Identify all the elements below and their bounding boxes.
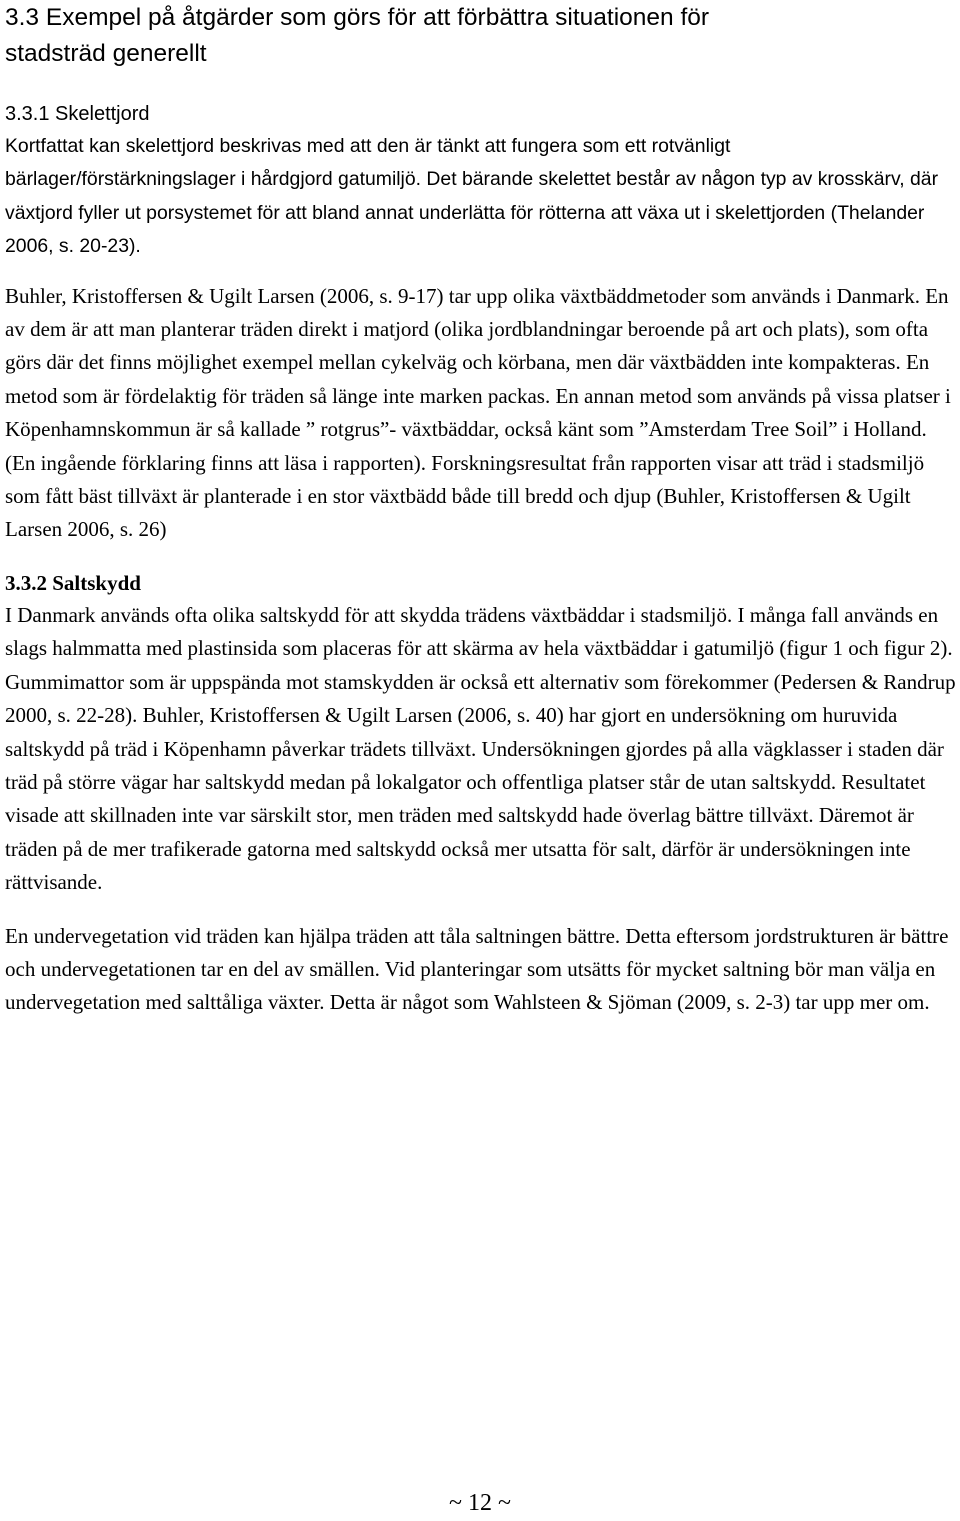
section-heading <box>5 0 957 72</box>
section-heading-line-1: 3.3 Exempel på åtgärder som görs för att förbättra situationen för <box>5 4 710 31</box>
paragraph-vaxtbaddmetoder: Buhler, Kristoffersen & Ugilt Larsen (2006, s. 9-17) tar upp olika växtbäddmetoder som används i Danmark. En av dem är att man planterar träden direkt i matjord (olika jordblandningar beroende på art och plats), som ofta görs där det finns möjlighet exempel mellan cykelväg och körbana, men där växtbädden inte kompakteras. En metod som är fördelaktig för träden så länge inte marken packas. En annan metod som används på vissa platser i Köpenhamnskommun är så kallade ” rotgrus”- växtbäddar, också känt som ”Amsterdam Tree Soil” i Holland. (En ingående förklaring finns att läsa i rapporten). Forskningsresultat från rapporten visar att träd i stadsmiljö som fått bäst tillväxt är planterade i en stor växtbädd både till bredd och djup (Buhler, Kristoffersen & Ugilt Larsen 2006, s. 26) <box>5 283 951 542</box>
paragraph-undervegetation: En undervegetation vid träden kan hjälpa träden att tåla saltningen bättre. Detta eftersom jordstrukturen är bättre och undervegetationen tar en del av smällen. Vid planteringar som utsätts för mycket saltning bör man välja en undervegetation med salttåliga växter. Detta är något som Wahlsteen & Sjöman (2009, s. 2-3) tar upp mer om. <box>5 923 949 1015</box>
section-heading-line-2: stadsträd generellt <box>5 40 207 67</box>
page-number: ~ 12 ~ <box>449 1490 511 1516</box>
subsection-heading-saltskydd: 3.3.2 Saltskydd <box>5 570 141 595</box>
document-page <box>5 0 957 1020</box>
subsection-heading-skelettjord: 3.3.1 Skelettjord <box>5 103 150 125</box>
paragraph-skelettjord-intro: Kortfattat kan skelettjord beskrivas med att den är tänkt att fungera som ett rotvänligt bärlager/förstärkningslager i hårdgjord gatumiljö. Det bärande skelettet består av någon typ av krosskärv, där växtjord fyller ut porsystemet för att bland annat underlätta för rötterna att växa ut i skelettjorden (Thelander 2006, s. 20-23). <box>5 135 939 258</box>
paragraph-saltskydd: I Danmark används ofta olika saltskydd för att skydda trädens växtbäddar i stadsmiljö. I många fall används en slags halmmatta med plastinsida som placeras för att skärma av hela växtbäddar i gatumiljö (figur 1 och figur 2). Gummimattor som är uppspända mot stamskydden är också ett alternativ som förekommer (Pedersen & Randrup 2000, s. 22-28). Buhler, Kristoffersen & Ugilt Larsen (2006, s. 40) har gjort en undersökning om huruvida saltskydd på träd i Köpenhamn påverkar trädets tillväxt. Undersökningen gjordes på alla vägklasser i staden där träd på större vägar har saltskydd medan på lokalgator och offentliga platser står de utan saltskydd. Resultatet visade att skillnaden inte var särskilt stor, men träden med saltskydd hade överlag bättre tillväxt. Däremot är träden på de mer trafikerade gatorna med saltskydd också mer utsatta för salt, därför är undersökningen inte rättvisande. <box>5 602 956 895</box>
